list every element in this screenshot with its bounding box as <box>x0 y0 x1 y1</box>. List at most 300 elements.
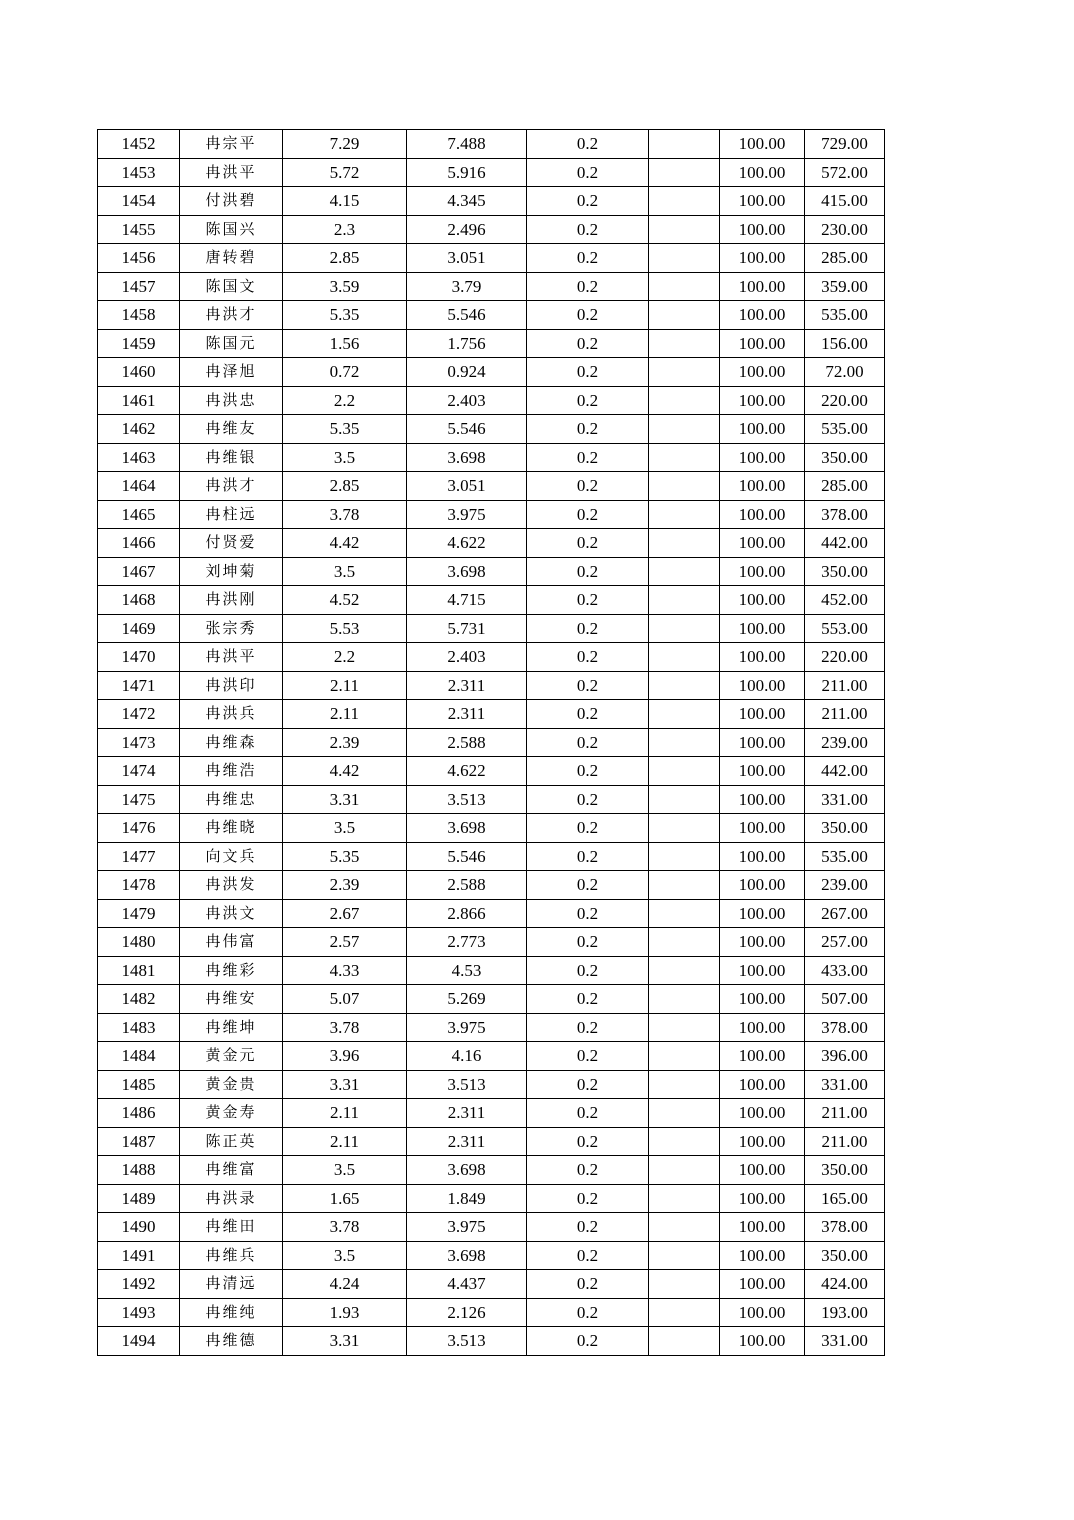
cell-value-b: 2.311 <box>407 671 527 700</box>
cell-value-a: 3.78 <box>283 500 407 529</box>
table-row <box>98 728 885 757</box>
cell-name: 陈国兴 <box>180 215 283 244</box>
cell-amount: 359.00 <box>805 272 885 301</box>
cell-value-c: 0.2 <box>527 842 649 871</box>
cell-amount: 433.00 <box>805 956 885 985</box>
cell-amount: 442.00 <box>805 757 885 786</box>
cell-value-b: 1.756 <box>407 329 527 358</box>
cell-value-d <box>649 1241 720 1270</box>
cell-value-c: 0.2 <box>527 1213 649 1242</box>
table-row <box>98 130 885 159</box>
cell-amount: 442.00 <box>805 529 885 558</box>
table-row <box>98 472 885 501</box>
cell-serial-number: 1483 <box>98 1013 180 1042</box>
cell-amount: 535.00 <box>805 301 885 330</box>
cell-amount: 331.00 <box>805 1327 885 1356</box>
cell-value-e: 100.00 <box>720 386 805 415</box>
cell-value-e: 100.00 <box>720 1042 805 1071</box>
table-row <box>98 1270 885 1299</box>
cell-name: 付洪碧 <box>180 187 283 216</box>
cell-value-b: 5.916 <box>407 158 527 187</box>
cell-name: 冉维森 <box>180 728 283 757</box>
cell-value-d <box>649 614 720 643</box>
cell-name: 冉洪文 <box>180 899 283 928</box>
cell-serial-number: 1455 <box>98 215 180 244</box>
cell-value-a: 2.2 <box>283 386 407 415</box>
cell-value-c: 0.2 <box>527 871 649 900</box>
table-row <box>98 529 885 558</box>
cell-amount: 267.00 <box>805 899 885 928</box>
cell-serial-number: 1491 <box>98 1241 180 1270</box>
cell-value-d <box>649 301 720 330</box>
cell-value-e: 100.00 <box>720 757 805 786</box>
cell-serial-number: 1452 <box>98 130 180 159</box>
cell-value-c: 0.2 <box>527 415 649 444</box>
table-row <box>98 1298 885 1327</box>
cell-value-c: 0.2 <box>527 614 649 643</box>
cell-value-d <box>649 842 720 871</box>
table-row <box>98 244 885 273</box>
table-row <box>98 358 885 387</box>
cell-value-c: 0.2 <box>527 386 649 415</box>
cell-name: 冉维忠 <box>180 785 283 814</box>
table-row <box>98 415 885 444</box>
cell-value-a: 2.39 <box>283 871 407 900</box>
cell-serial-number: 1470 <box>98 643 180 672</box>
cell-serial-number: 1477 <box>98 842 180 871</box>
cell-value-b: 3.975 <box>407 1013 527 1042</box>
cell-value-c: 0.2 <box>527 529 649 558</box>
cell-serial-number: 1494 <box>98 1327 180 1356</box>
cell-value-a: 2.11 <box>283 1127 407 1156</box>
cell-amount: 507.00 <box>805 985 885 1014</box>
cell-value-a: 4.15 <box>283 187 407 216</box>
cell-value-e: 100.00 <box>720 500 805 529</box>
cell-amount: 350.00 <box>805 557 885 586</box>
cell-value-d <box>649 1070 720 1099</box>
cell-value-c: 0.2 <box>527 272 649 301</box>
cell-serial-number: 1465 <box>98 500 180 529</box>
cell-name: 冉洪才 <box>180 472 283 501</box>
cell-name: 陈国元 <box>180 329 283 358</box>
cell-value-c: 0.2 <box>527 700 649 729</box>
cell-name: 黄金元 <box>180 1042 283 1071</box>
cell-name: 冉维兵 <box>180 1241 283 1270</box>
cell-value-b: 2.588 <box>407 728 527 757</box>
cell-value-e: 100.00 <box>720 1127 805 1156</box>
cell-value-e: 100.00 <box>720 814 805 843</box>
cell-value-b: 2.403 <box>407 643 527 672</box>
cell-amount: 350.00 <box>805 443 885 472</box>
table-row <box>98 1013 885 1042</box>
table-row <box>98 1099 885 1128</box>
cell-serial-number: 1479 <box>98 899 180 928</box>
cell-name: 冉洪录 <box>180 1184 283 1213</box>
cell-value-c: 0.2 <box>527 985 649 1014</box>
cell-value-a: 5.35 <box>283 415 407 444</box>
cell-value-e: 100.00 <box>720 871 805 900</box>
cell-value-a: 1.93 <box>283 1298 407 1327</box>
cell-value-b: 5.546 <box>407 415 527 444</box>
cell-value-d <box>649 700 720 729</box>
cell-value-c: 0.2 <box>527 472 649 501</box>
cell-value-d <box>649 1298 720 1327</box>
table-row <box>98 814 885 843</box>
cell-value-d <box>649 415 720 444</box>
cell-value-b: 4.53 <box>407 956 527 985</box>
cell-value-b: 3.698 <box>407 1156 527 1185</box>
cell-value-a: 5.35 <box>283 842 407 871</box>
cell-name: 冉清远 <box>180 1270 283 1299</box>
document-page <box>97 129 884 1356</box>
cell-value-b: 5.731 <box>407 614 527 643</box>
cell-value-c: 0.2 <box>527 557 649 586</box>
cell-amount: 72.00 <box>805 358 885 387</box>
cell-value-e: 100.00 <box>720 301 805 330</box>
cell-value-a: 3.31 <box>283 785 407 814</box>
cell-value-d <box>649 187 720 216</box>
cell-value-a: 4.42 <box>283 757 407 786</box>
cell-value-c: 0.2 <box>527 643 649 672</box>
cell-amount: 331.00 <box>805 785 885 814</box>
table-row <box>98 557 885 586</box>
cell-amount: 396.00 <box>805 1042 885 1071</box>
table-row <box>98 842 885 871</box>
cell-value-b: 3.513 <box>407 1070 527 1099</box>
cell-value-e: 100.00 <box>720 187 805 216</box>
cell-serial-number: 1464 <box>98 472 180 501</box>
cell-name: 冉洪平 <box>180 158 283 187</box>
cell-value-a: 3.31 <box>283 1327 407 1356</box>
cell-value-a: 2.11 <box>283 671 407 700</box>
cell-value-a: 4.33 <box>283 956 407 985</box>
cell-name: 向文兵 <box>180 842 283 871</box>
cell-value-e: 100.00 <box>720 415 805 444</box>
cell-value-a: 3.78 <box>283 1013 407 1042</box>
cell-name: 冉维友 <box>180 415 283 444</box>
cell-amount: 535.00 <box>805 842 885 871</box>
table-row <box>98 700 885 729</box>
cell-amount: 729.00 <box>805 130 885 159</box>
cell-value-a: 2.85 <box>283 244 407 273</box>
cell-name: 冉维晓 <box>180 814 283 843</box>
cell-value-c: 0.2 <box>527 130 649 159</box>
cell-value-d <box>649 329 720 358</box>
cell-value-b: 4.437 <box>407 1270 527 1299</box>
cell-value-b: 3.051 <box>407 244 527 273</box>
cell-value-d <box>649 386 720 415</box>
cell-value-e: 100.00 <box>720 557 805 586</box>
cell-value-d <box>649 985 720 1014</box>
cell-serial-number: 1453 <box>98 158 180 187</box>
table-row <box>98 272 885 301</box>
cell-value-e: 100.00 <box>720 643 805 672</box>
cell-serial-number: 1462 <box>98 415 180 444</box>
cell-value-a: 3.5 <box>283 1156 407 1185</box>
cell-amount: 378.00 <box>805 500 885 529</box>
cell-value-d <box>649 130 720 159</box>
cell-serial-number: 1471 <box>98 671 180 700</box>
table-row <box>98 871 885 900</box>
cell-value-d <box>649 1013 720 1042</box>
table-row <box>98 928 885 957</box>
cell-value-b: 4.622 <box>407 757 527 786</box>
cell-amount: 424.00 <box>805 1270 885 1299</box>
cell-serial-number: 1460 <box>98 358 180 387</box>
cell-serial-number: 1475 <box>98 785 180 814</box>
cell-value-d <box>649 1184 720 1213</box>
cell-amount: 257.00 <box>805 928 885 957</box>
cell-name: 冉洪忠 <box>180 386 283 415</box>
cell-value-d <box>649 557 720 586</box>
cell-value-d <box>649 215 720 244</box>
cell-value-d <box>649 158 720 187</box>
cell-serial-number: 1454 <box>98 187 180 216</box>
cell-value-a: 4.24 <box>283 1270 407 1299</box>
cell-amount: 535.00 <box>805 415 885 444</box>
table-row <box>98 329 885 358</box>
cell-name: 黄金寿 <box>180 1099 283 1128</box>
table-row <box>98 1127 885 1156</box>
cell-value-e: 100.00 <box>720 671 805 700</box>
cell-value-b: 3.79 <box>407 272 527 301</box>
cell-serial-number: 1456 <box>98 244 180 273</box>
cell-value-d <box>649 1213 720 1242</box>
cell-value-e: 100.00 <box>720 472 805 501</box>
table-body <box>98 130 885 1356</box>
cell-value-e: 100.00 <box>720 956 805 985</box>
cell-value-c: 0.2 <box>527 358 649 387</box>
cell-value-d <box>649 928 720 957</box>
cell-name: 张宗秀 <box>180 614 283 643</box>
cell-value-e: 100.00 <box>720 842 805 871</box>
cell-value-a: 3.96 <box>283 1042 407 1071</box>
table-row <box>98 301 885 330</box>
cell-serial-number: 1472 <box>98 700 180 729</box>
cell-value-d <box>649 899 720 928</box>
data-table <box>97 129 885 1356</box>
table-row <box>98 158 885 187</box>
cell-value-a: 3.5 <box>283 1241 407 1270</box>
cell-value-e: 100.00 <box>720 928 805 957</box>
cell-value-e: 100.00 <box>720 1070 805 1099</box>
table-row <box>98 757 885 786</box>
table-row <box>98 215 885 244</box>
cell-value-d <box>649 272 720 301</box>
cell-value-d <box>649 1042 720 1071</box>
cell-amount: 211.00 <box>805 1099 885 1128</box>
table-row <box>98 500 885 529</box>
cell-serial-number: 1459 <box>98 329 180 358</box>
cell-name: 冉洪发 <box>180 871 283 900</box>
cell-value-c: 0.2 <box>527 158 649 187</box>
cell-value-e: 100.00 <box>720 1327 805 1356</box>
cell-value-b: 2.311 <box>407 700 527 729</box>
cell-amount: 331.00 <box>805 1070 885 1099</box>
cell-serial-number: 1468 <box>98 586 180 615</box>
cell-value-d <box>649 814 720 843</box>
cell-value-b: 3.698 <box>407 443 527 472</box>
table-row <box>98 1042 885 1071</box>
cell-name: 陈正英 <box>180 1127 283 1156</box>
cell-serial-number: 1489 <box>98 1184 180 1213</box>
table-row <box>98 1070 885 1099</box>
table-row <box>98 899 885 928</box>
cell-amount: 239.00 <box>805 728 885 757</box>
cell-amount: 378.00 <box>805 1213 885 1242</box>
cell-value-c: 0.2 <box>527 1070 649 1099</box>
cell-amount: 211.00 <box>805 700 885 729</box>
cell-name: 冉洪平 <box>180 643 283 672</box>
table-row <box>98 985 885 1014</box>
cell-serial-number: 1458 <box>98 301 180 330</box>
cell-value-b: 5.546 <box>407 842 527 871</box>
cell-value-a: 3.31 <box>283 1070 407 1099</box>
cell-serial-number: 1478 <box>98 871 180 900</box>
cell-value-b: 7.488 <box>407 130 527 159</box>
cell-amount: 553.00 <box>805 614 885 643</box>
cell-serial-number: 1482 <box>98 985 180 1014</box>
cell-value-a: 4.42 <box>283 529 407 558</box>
cell-value-d <box>649 1099 720 1128</box>
cell-value-d <box>649 871 720 900</box>
table-row <box>98 1327 885 1356</box>
cell-value-a: 3.5 <box>283 557 407 586</box>
cell-value-c: 0.2 <box>527 1042 649 1071</box>
cell-amount: 156.00 <box>805 329 885 358</box>
cell-amount: 211.00 <box>805 671 885 700</box>
cell-value-c: 0.2 <box>527 1327 649 1356</box>
cell-serial-number: 1466 <box>98 529 180 558</box>
cell-amount: 211.00 <box>805 1127 885 1156</box>
table-row <box>98 785 885 814</box>
cell-value-d <box>649 244 720 273</box>
cell-value-d <box>649 1270 720 1299</box>
cell-name: 付贤爱 <box>180 529 283 558</box>
cell-value-a: 5.35 <box>283 301 407 330</box>
table-row <box>98 386 885 415</box>
cell-value-b: 1.849 <box>407 1184 527 1213</box>
cell-value-b: 5.546 <box>407 301 527 330</box>
cell-value-b: 3.698 <box>407 1241 527 1270</box>
cell-amount: 220.00 <box>805 643 885 672</box>
cell-value-a: 7.29 <box>283 130 407 159</box>
cell-amount: 350.00 <box>805 1156 885 1185</box>
cell-name: 冉维银 <box>180 443 283 472</box>
cell-value-a: 2.11 <box>283 700 407 729</box>
cell-value-c: 0.2 <box>527 500 649 529</box>
cell-serial-number: 1486 <box>98 1099 180 1128</box>
cell-value-e: 100.00 <box>720 443 805 472</box>
cell-value-e: 100.00 <box>720 586 805 615</box>
cell-value-d <box>649 358 720 387</box>
cell-serial-number: 1487 <box>98 1127 180 1156</box>
cell-value-a: 3.5 <box>283 814 407 843</box>
cell-value-c: 0.2 <box>527 814 649 843</box>
cell-amount: 572.00 <box>805 158 885 187</box>
cell-value-a: 2.11 <box>283 1099 407 1128</box>
cell-value-a: 2.3 <box>283 215 407 244</box>
cell-value-e: 100.00 <box>720 985 805 1014</box>
cell-value-c: 0.2 <box>527 1127 649 1156</box>
cell-value-b: 3.698 <box>407 557 527 586</box>
cell-value-e: 100.00 <box>720 158 805 187</box>
cell-value-b: 4.345 <box>407 187 527 216</box>
cell-value-b: 3.051 <box>407 472 527 501</box>
cell-name: 冉维纯 <box>180 1298 283 1327</box>
cell-value-c: 0.2 <box>527 728 649 757</box>
cell-serial-number: 1474 <box>98 757 180 786</box>
cell-value-a: 3.78 <box>283 1213 407 1242</box>
cell-value-e: 100.00 <box>720 614 805 643</box>
table-row <box>98 614 885 643</box>
cell-name: 黄金贵 <box>180 1070 283 1099</box>
cell-value-e: 100.00 <box>720 1184 805 1213</box>
cell-value-a: 5.72 <box>283 158 407 187</box>
cell-value-a: 1.56 <box>283 329 407 358</box>
cell-value-b: 2.866 <box>407 899 527 928</box>
cell-value-b: 2.588 <box>407 871 527 900</box>
cell-value-e: 100.00 <box>720 785 805 814</box>
cell-value-e: 100.00 <box>720 728 805 757</box>
cell-value-a: 3.59 <box>283 272 407 301</box>
cell-value-a: 5.53 <box>283 614 407 643</box>
cell-serial-number: 1457 <box>98 272 180 301</box>
cell-value-e: 100.00 <box>720 1099 805 1128</box>
cell-name: 冉维安 <box>180 985 283 1014</box>
cell-value-c: 0.2 <box>527 301 649 330</box>
cell-serial-number: 1493 <box>98 1298 180 1327</box>
cell-value-b: 3.698 <box>407 814 527 843</box>
cell-serial-number: 1481 <box>98 956 180 985</box>
cell-name: 冉柱远 <box>180 500 283 529</box>
cell-value-b: 2.773 <box>407 928 527 957</box>
cell-name: 冉洪印 <box>180 671 283 700</box>
cell-value-a: 4.52 <box>283 586 407 615</box>
cell-value-c: 0.2 <box>527 215 649 244</box>
cell-value-c: 0.2 <box>527 1241 649 1270</box>
table-row <box>98 1213 885 1242</box>
cell-value-e: 100.00 <box>720 1156 805 1185</box>
cell-value-b: 3.975 <box>407 500 527 529</box>
cell-value-b: 2.403 <box>407 386 527 415</box>
cell-value-c: 0.2 <box>527 187 649 216</box>
cell-value-e: 100.00 <box>720 899 805 928</box>
cell-value-b: 3.513 <box>407 785 527 814</box>
cell-amount: 415.00 <box>805 187 885 216</box>
cell-value-b: 4.16 <box>407 1042 527 1071</box>
cell-value-c: 0.2 <box>527 1270 649 1299</box>
cell-value-c: 0.2 <box>527 928 649 957</box>
cell-name: 冉维彩 <box>180 956 283 985</box>
cell-serial-number: 1492 <box>98 1270 180 1299</box>
cell-name: 陈国文 <box>180 272 283 301</box>
cell-serial-number: 1476 <box>98 814 180 843</box>
cell-serial-number: 1488 <box>98 1156 180 1185</box>
cell-amount: 239.00 <box>805 871 885 900</box>
cell-value-b: 2.311 <box>407 1127 527 1156</box>
cell-value-a: 5.07 <box>283 985 407 1014</box>
cell-value-d <box>649 1127 720 1156</box>
cell-value-d <box>649 956 720 985</box>
cell-value-e: 100.00 <box>720 1013 805 1042</box>
cell-value-c: 0.2 <box>527 757 649 786</box>
cell-serial-number: 1469 <box>98 614 180 643</box>
cell-value-a: 2.85 <box>283 472 407 501</box>
cell-value-b: 4.715 <box>407 586 527 615</box>
cell-serial-number: 1467 <box>98 557 180 586</box>
cell-value-e: 100.00 <box>720 358 805 387</box>
